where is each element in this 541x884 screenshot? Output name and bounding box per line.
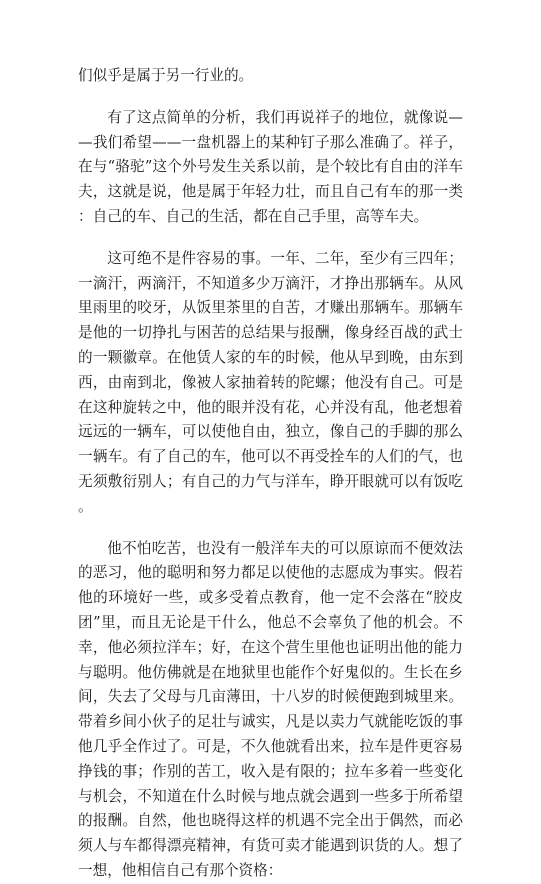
paragraph-continuation: 们似乎是属于另一行业的。 [78,67,254,84]
paragraph-hardship: 他不怕吃苦，也没有一般洋车夫的可以原谅而不便效法的恶习，他的聪明和努力都足以使他的志愿成为事实。假若他的环境好一些，或多受着点教育，他一定不会落在“胶皮团”里，而且无论是干什么，他总不会辜负了他的机会。不幸，他必须拉洋车；好，在这个营生里他也证明出他的能力与聪明。他仿佛就是在地狱里也能作个好鬼似的。生长在乡间，失去了父母与几亩薄田，十八岁的时候便跑到城里来。带着乡间小伙子的足壮与诚实，凡是以卖力气就能吃饭的事他几乎全作过了。可是，不久他就看出来，拉车是件更容易挣钱的事；作别的苦工，收入是有限的；拉车多着一些变化与机会，不知道在什么时候与地点就会遇到一些多于所希望的报酬。自然，他也晓得这样的机遇不完全出于偶然，而必须人与车都得漂亮精神，有货可卖才能遇到识货的人。想了一想，他相信自己有那个资格： [78,539,463,879]
paragraph-owning-cart: 这可绝不是件容易的事。一年、二年，至少有三四年；一滴汗，两滴汗，不知道多少万滴汗，才挣出那辆车。从风里雨里的咬牙，从饭里茶里的自苦，才赚出那辆车。那辆车是他的一切挣扎与困苦的总结果与报酬，像身经百战的武士的一颗徽章。在他赁人家的车的时候，他从早到晚，由东到西，由南到北，像被人家抽着转的陀螺；他没有自己。可是在这种旋转之中，他的眼并没有花，心并没有乱，他老想着远远的一辆车，可以使他自由，独立，像自己的手脚的那么一辆车。有了自己的车，他可以不再受拴车的人们的气，也无须敷衍别人；有自己的力气与洋车，睁开眼就可以有饭吃。 [78,249,463,515]
paragraph-analysis: 有了这点简单的分析，我们再说祥子的地位，就像说——我们希望——一盘机器上的某种钉子那么准确了。祥子，在与“骆驼”这个外号发生关系以前，是个较比有自由的洋车夫，这就是说，他是属于年轻力壮，而且自己有车的那一类：自己的车、自己的生活，都在自己手里，高等车夫。 [78,108,463,225]
